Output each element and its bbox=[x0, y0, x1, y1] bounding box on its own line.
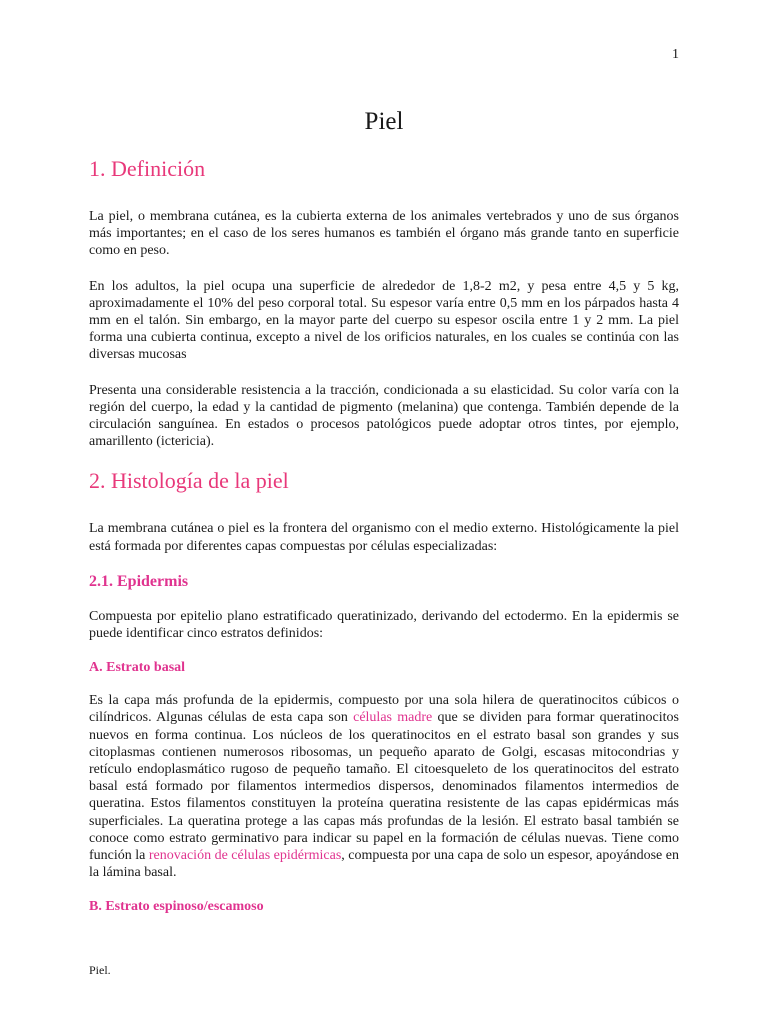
link-celulas-madre[interactable]: células madre bbox=[353, 710, 433, 726]
subheading-estrato-espinoso: B. Estrato espinoso/escamoso bbox=[89, 899, 264, 915]
page-footer: Piel. bbox=[89, 963, 111, 977]
paragraph: Compuesta por epitelio plano estratificado queratinizado, derivando del ectodermo. En la epidermis se puede identificar cinco estratos definidos: bbox=[89, 608, 679, 642]
page-number: 1 bbox=[672, 47, 679, 62]
link-renovacion-celulas[interactable]: renovación de células epidérmicas bbox=[148, 848, 342, 864]
text-run: , compuesta por una capa de solo un espesor, apoyándose en la lámina basal. bbox=[89, 848, 679, 881]
paragraph: La piel, o membrana cutánea, es la cubierta externa de los animales vertebrados y uno de sus órganos más importantes; en el caso de los seres humanos es también el órgano más grande tanto en superficie como en peso. bbox=[89, 209, 679, 259]
document-title: Piel bbox=[364, 108, 404, 135]
paragraph: En los adultos, la piel ocupa una superficie de alrededor de 1,8-2 m2, y pesa entre 4,5 y 5 kg, aproximadamente el 10% del peso corporal total. Su espesor varía entre 0,5 mm en los párpados hasta 4 mm en el talón. Sin embargo, en la mayor parte del cuerpo su espesor oscila entre 1 y 2 mm. La piel forma una cubierta continua, excepto a nivel de los orificios naturales, en los cuales se continúa con las diversas mucosas bbox=[89, 278, 679, 363]
text-run: que se dividen para formar queratinocitos nuevos en forma continua. Los núcleos de los queratinocitos en el estrato basal son grandes y sus citoplasmas contienen numerosos ribosomas, un pequeño aparato de Golgi, escasas mitocondrias y retículo endoplasmático rugoso de pequeño tamaño. El citoesqueleto de los queratinocitos del estrato basal está formado por filamentos intermedios dispersos, denominados filamentos intermedios de queratina. Estos filamentos constituyen la proteína queratina resistente de las capas epidérmicas más superficiales. La queratina protege a las capas más profundas de la lesión. El estrato basal también se conoce como estrato germinativo para indicar su papel en la formación de células nuevas. Tiene como función la bbox=[89, 710, 679, 864]
paragraph: Presenta una considerable resistencia a la tracción, condicionada a su elasticidad. Su color varía con la región del cuerpo, la edad y la cantidad de pigmento (melanina) que contenga. También depende de la circulación sanguínea. En estados o procesos patológicos puede adoptar otros tintes, por ejemplo, amarillento (ictericia). bbox=[89, 382, 679, 450]
section-heading-histologia: 2. Histología de la piel bbox=[89, 468, 289, 494]
subheading-estrato-basal: A. Estrato basal bbox=[89, 660, 186, 676]
paragraph-estrato-basal bbox=[89, 692, 679, 881]
document-body bbox=[89, 108, 679, 931]
paragraph: La membrana cutánea o piel es la frontera del organismo con el medio externo. Histológicamente la piel está formada por diferentes capas compuestas por células especializadas: bbox=[89, 521, 679, 554]
section-heading-definicion: 1. Definición bbox=[89, 156, 206, 181]
subsection-heading-epidermis: 2.1. Epidermis bbox=[89, 572, 189, 590]
text-run: Es la capa más profunda de la epidermis, compuesto por una sola hilera de queratinocitos cúbicos o cilíndricos. Algunas células de esta capa son bbox=[89, 693, 679, 726]
